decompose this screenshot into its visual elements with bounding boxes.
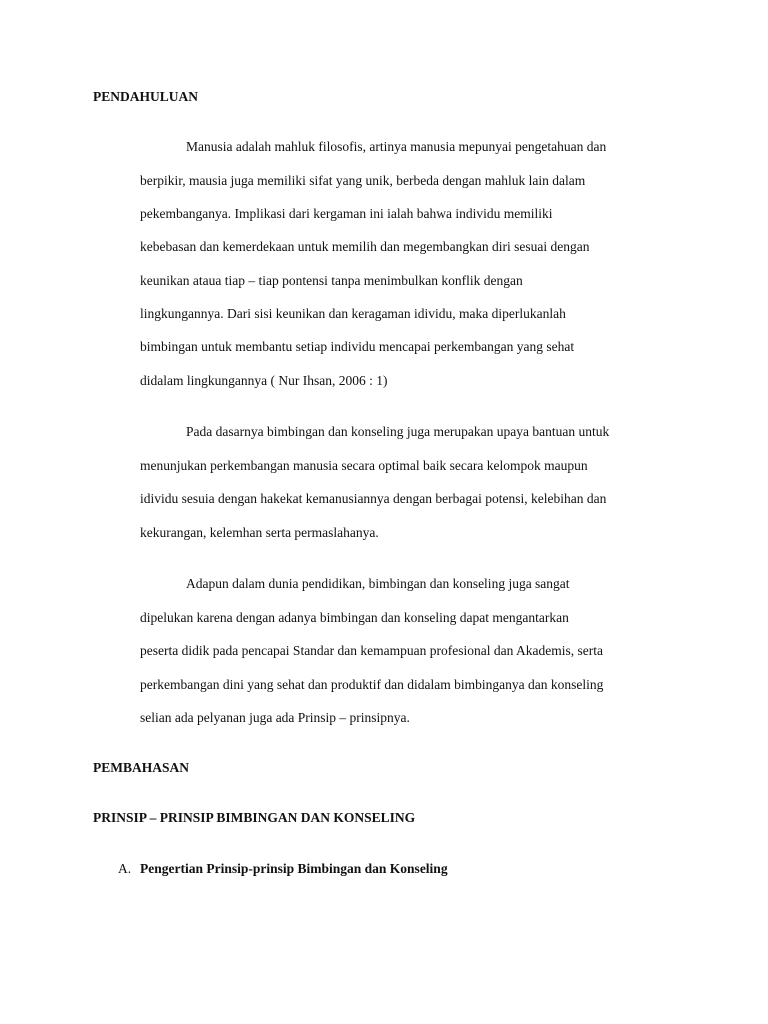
subsection-title: Pengertian Prinsip-prinsip Bimbingan dan Konseling (140, 861, 448, 876)
paragraph-1-line-8: didalam lingkungannya ( Nur Ihsan, 2006 : 1) (140, 373, 388, 388)
paragraph-2-line-1: Pada dasarnya bimbingan dan konseling juga merupakan upaya bantuan untuk (186, 424, 610, 439)
paragraph-1-line-6: lingkungannya. Dari sisi keunikan dan keragaman idividu, maka diperlukanlah (140, 306, 566, 321)
paragraph-2-line-2: menunjukan perkembangan manusia secara optimal baik secara kelompok maupun (140, 458, 588, 473)
paragraph-2-line-3: idividu sesuia dengan hakekat kemanusiannya dengan berbagai potensi, kelebihan dan (140, 491, 607, 506)
heading-pendahuluan: PENDAHULUAN (93, 89, 199, 104)
paragraph-2-line-4: kekurangan, kelemhan serta permaslahanya. (140, 525, 379, 540)
subsection-marker: A. (118, 861, 132, 876)
paragraph-3-line-3: peserta didik pada pencapai Standar dan kemampuan profesional dan Akademis, serta (140, 643, 603, 658)
heading-pembahasan: PEMBAHASAN (93, 760, 190, 775)
paragraph-1-line-4: kebebasan dan kemerdekaan untuk memilih dan megembangkan diri sesuai dengan (140, 239, 590, 254)
paragraph-3-line-2: dipelukan karena dengan adanya bimbingan dan konseling dapat mengantarkan (140, 610, 569, 625)
subsection-a (118, 861, 448, 877)
paragraph-3-line-1: Adapun dalam dunia pendidikan, bimbingan dan konseling juga sangat (186, 576, 570, 591)
paragraph-1-line-3: pekembanganya. Implikasi dari kergaman ini ialah bahwa individu memiliki (140, 206, 553, 221)
paragraph-1-line-5: keunikan ataua tiap – tiap pontensi tanpa menimbulkan konflik dengan (140, 273, 523, 288)
paragraph-1-line-7: bimbingan untuk membantu setiap individu mencapai perkembangan yang sehat (140, 339, 575, 354)
paragraph-1-line-2: berpikir, mausia juga memiliki sifat yang unik, berbeda dengan mahluk lain dalam (140, 173, 586, 188)
heading-prinsip: PRINSIP – PRINSIP BIMBINGAN DAN KONSELING (93, 810, 416, 825)
paragraph-3-line-5: selian ada pelyanan juga ada Prinsip – prinsipnya. (140, 710, 410, 725)
paragraph-1-line-1: Manusia adalah mahluk filosofis, artinya manusia mepunyai pengetahuan dan (186, 139, 607, 154)
paragraph-3-line-4: perkembangan dini yang sehat dan produktif dan didalam bimbinganya dan konseling (140, 677, 604, 692)
